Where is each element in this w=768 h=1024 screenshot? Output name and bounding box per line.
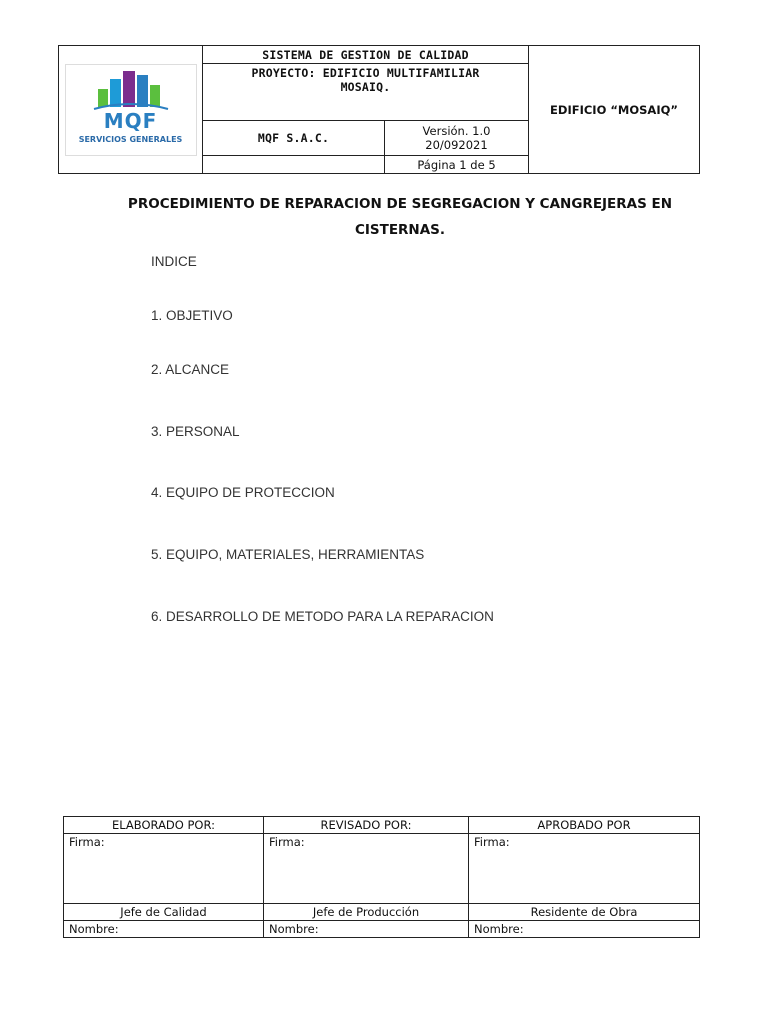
project-line-2: MOSAIQ. — [340, 80, 391, 94]
version-info — [385, 121, 529, 156]
document-header — [58, 45, 700, 174]
building-name: EDIFICIO “MOSAIQ” — [529, 46, 700, 174]
firma-elaborado: Firma: — [64, 834, 264, 904]
project-line-1: PROYECTO: EDIFICIO MULTIFAMILIAR — [251, 66, 480, 80]
signature-table — [63, 816, 700, 938]
firma-revisado: Firma: — [264, 834, 469, 904]
index-item-personal: 3. PERSONAL — [151, 424, 240, 439]
document-title — [100, 191, 700, 243]
index-item-objetivo: 1. OBJETIVO — [151, 308, 233, 323]
project-title — [203, 64, 529, 121]
role-aprobado: Residente de Obra — [469, 904, 700, 921]
system-title: SISTEMA DE GESTION DE CALIDAD — [203, 46, 529, 64]
index-item-equipo-proteccion: 4. EQUIPO DE PROTECCION — [151, 485, 335, 500]
company-logo — [65, 64, 197, 156]
index-item-desarrollo: 6. DESARROLLO DE METODO PARA LA REPARACION — [151, 609, 494, 624]
role-revisado: Jefe de Producción — [264, 904, 469, 921]
nombre-revisado: Nombre: — [264, 921, 469, 938]
title-line-2: CISTERNAS. — [354, 222, 446, 238]
title-line-1: PROCEDIMIENTO DE REPARACION DE SEGREGACION Y CANGREJERAS EN — [127, 196, 673, 212]
logo-subtitle: SERVICIOS GENERALES — [78, 134, 183, 144]
logo-brand: MQF — [103, 108, 158, 133]
firma-aprobado: Firma: — [469, 834, 700, 904]
role-elaborado: Jefe de Calidad — [64, 904, 264, 921]
buildings-icon — [66, 65, 196, 111]
header-elaborado: ELABORADO POR: — [64, 817, 264, 834]
logo-cell — [59, 46, 203, 174]
header-revisado: REVISADO POR: — [264, 817, 469, 834]
company-name: MQF S.A.C. — [203, 121, 385, 156]
nombre-elaborado: Nombre: — [64, 921, 264, 938]
page-number: Página 1 de 5 — [385, 156, 529, 174]
index-item-equipo-materiales: 5. EQUIPO, MATERIALES, HERRAMIENTAS — [151, 547, 425, 562]
index-item-alcance: 2. ALCANCE — [151, 362, 230, 377]
empty-cell — [203, 156, 385, 174]
header-aprobado: APROBADO POR — [469, 817, 700, 834]
version-date: 20/092021 — [425, 138, 488, 152]
version-number: Versión. 1.0 — [422, 124, 491, 138]
nombre-aprobado: Nombre: — [469, 921, 700, 938]
index-heading: INDICE — [151, 254, 197, 269]
